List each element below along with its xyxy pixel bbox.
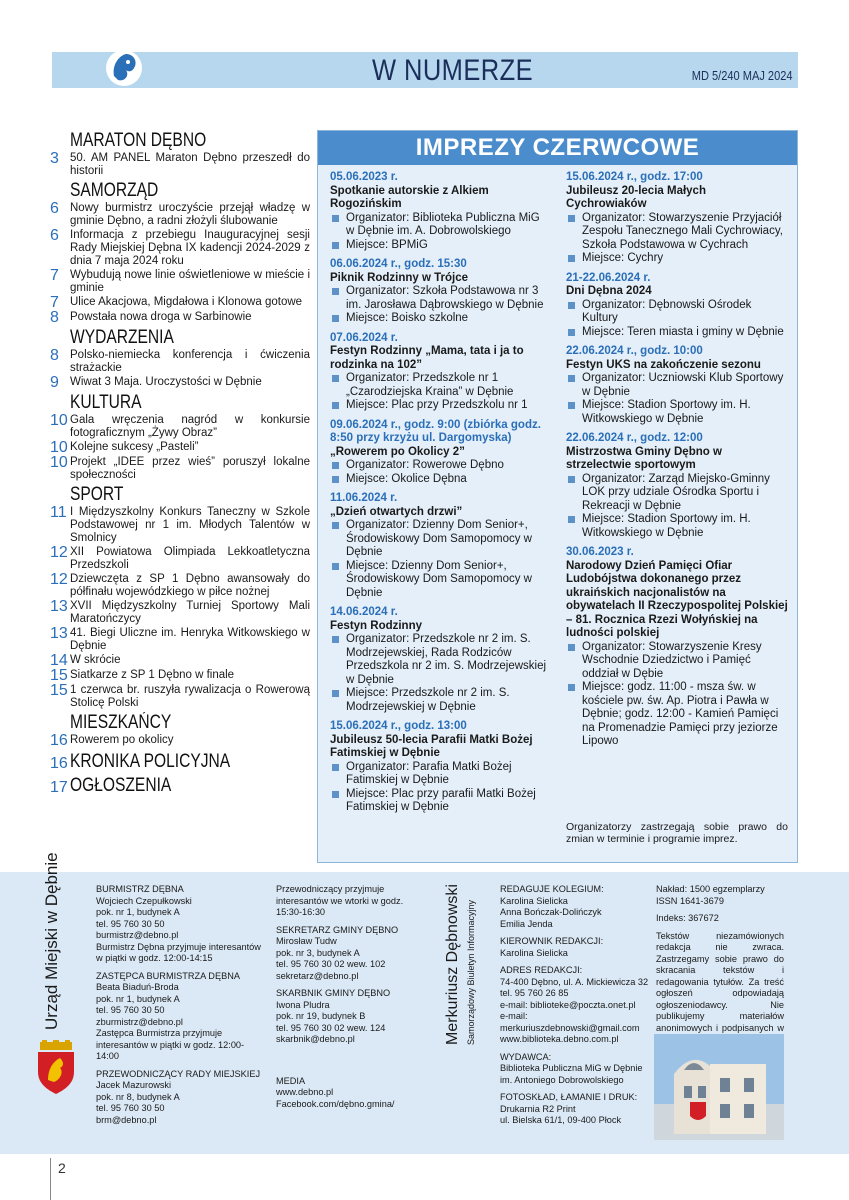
footer-line: tel. 95 760 30 50 [96,918,165,929]
event-detail: Organizator: Parafia Matki Bożej Fatimskiej w Dębnie [330,761,550,788]
toc-entry-title: Projekt „IDEE przez wieś” poruszył lokalne społeczności [70,456,310,481]
toc-entry [50,414,310,440]
event-date: 11.06.2024 r. [330,492,398,504]
toc-section-heading: MARATON DĘBNO [70,130,207,151]
event-name: Mistrzostwa Gminy Dębno w strzelectwie sportowym [566,445,722,471]
event-item [330,720,550,815]
toc-entry-title: 50. AM PANEL Maraton Dębno przeszedł do historii [70,152,310,177]
footer-heading: SEKRETARZ GMINY DĘBNO [276,924,399,935]
event-item [330,171,550,252]
toc-entry [50,546,310,572]
building-photo [654,1034,784,1140]
event-item [566,171,788,266]
toc-entry [50,600,310,626]
event-detail: Organizator: Uczniowski Klub Sportowy w Dębnie [566,372,788,399]
event-detail: Miejsce: Plac przy parafii Matki Bożej Fatimskiej w Dębnie [330,788,550,815]
event-detail: Miejsce: godz. 11:00 - msza św. w kościele pw. św. Ap. Piotra i Pawła w Dębnie; godz. 12:00 - Kamień Pamięci na Promenadzie Pamięci przy jeziorze Lipowo [566,681,788,749]
event-item [330,332,550,413]
footer-line: Wojciech Czepułkowski [96,895,192,906]
event-detail: Miejsce: Plac przy Przedszkolu nr 1 [330,399,550,413]
event-date: 21-22.06.2024 r. [566,271,651,284]
toc-section-heading: KRONIKA POLICYJNA [70,751,231,772]
merkuriusz-logo-icon [104,46,144,90]
toc-section-row [50,773,310,797]
toc-entry-title: Nowy burmistrz uroczyście przejął władzę w gminie Dębno, a radni złożyli ślubowanie [70,202,310,227]
event-name: Dni Dębna 2024 [566,285,652,297]
event-name: Spotkanie autorskie z Alkiem Rogozińskim [330,184,489,210]
event-date: 06.06.2024 r., godz. 15:30 [330,258,467,270]
toc-section-heading: MIESZKAŃCY [70,712,172,733]
event-date: 22.06.2024 r., godz. 12:00 [566,432,703,444]
footer-line: pok. nr 19, budynek B [276,1011,366,1021]
toc-entry [50,296,310,310]
event-detail: Organizator: Dzienny Dom Senior+, Środowiskowy Dom Samopomocy w Dębnie [330,519,550,560]
event-date: 07.06.2024 r. [330,331,398,344]
issue-number: MD 5/240 MAJ 2024 [692,68,793,83]
footer-line: Przewodniczący przyjmuje interesantów we wtorki w godz. 15:30-16:30 [276,884,404,917]
footer-line: www.debno.pl [276,1087,334,1097]
toc-entry-title: 1 czerwca br. ruszyła rywalizacja o Rowerową Stolicę Polski [70,684,310,709]
toc-page-number: 17 [50,779,68,796]
toc-entry-title: XVII Międzyszkolny Turniej Sportowy Mali Maratończycy [70,600,310,625]
footer-line: Karolina Sielicka [500,947,568,958]
toc-entry [50,202,310,228]
footer-line: tel. 95 760 30 50 [96,1103,165,1113]
toc-entry-title: Rowerem po okolicy [70,734,174,746]
event-detail: Organizator: Przedszkole nr 1 „Czarodziejska Kraina” w Dębnie [330,372,550,399]
event-date: 15.06.2024 r., godz. 17:00 [566,171,703,183]
toc-section-heading: KULTURA [70,392,142,413]
footer-heading: MEDIA [276,1075,306,1086]
toc-entry-title: Informacja z przebiegu Inauguracyjnej sesji Rady Miejskiej Dębna IX kadencji 2024-2029 z dnia 7 maja 2024 roku [70,229,310,267]
events-panel [317,130,798,863]
footer-vertical-subtitle: Samorządowy Biuletyn Informacyjny [466,899,476,1045]
toc-entry [50,311,310,325]
toc-entry [50,654,310,668]
toc-page-number: 12 [50,571,68,588]
footer-vertical-title: Merkuriusz Dębnowski [444,884,461,1045]
event-detail: Miejsce: Stadion Sportowy im. H. Witkowskiego w Dębnie [566,513,788,540]
footer-line: Burmistrz Dębna przyjmuje interesantów w piątki w godz. 12:00-14:15 [96,941,261,963]
event-detail: Miejsce: Cychry [566,252,788,266]
footer-vertical-office: Urząd Miejski w Dębnie [42,852,61,1030]
footer-line: zburmistrz@debno.pl [96,1016,183,1027]
toc-entry [50,627,310,653]
event-detail: Miejsce: Boisko szkolne [330,312,550,326]
footer-heading: BURMISTRZ DĘBNA [96,884,184,894]
toc-entry-title: W skrócie [70,654,121,666]
toc-entry-title: Siatkarze z SP 1 Dębno w finale [70,669,235,681]
events-column-left [330,171,550,821]
toc-entry [50,152,310,178]
footer-line: pok. nr 8, budynek A [96,1091,180,1102]
event-item [330,606,550,714]
page-number: 2 [58,1160,66,1176]
event-item [566,546,788,749]
toc-page-number: 10 [50,412,68,429]
toc-section-row [50,749,310,773]
event-name: Piknik Rodzinny w Trójce [330,271,469,284]
event-name: Narodowy Dzień Pamięci Ofiar Ludobójstwa dokonanego przez ukraińskich nacjonalistów na obywatelach II Rzeczypospolitej Polskiej – 81. Rocznica Rzezi Wołyńskiej na ludności polskiej [566,559,788,639]
footer-line: Karolina Sielicka [500,895,568,906]
event-detail: Organizator: Szkoła Podstawowa nr 3 im. Jarosława Dąbrowskiego w Dębnie [330,285,550,312]
toc-entry [50,269,310,295]
footer-line: tel. 95 760 26 85 [500,988,569,998]
toc-page-number: 13 [50,598,68,615]
event-detail: Organizator: Biblioteka Publiczna MiG w Dębnie im. A. Dobrowolskiego [330,212,550,239]
event-name: Festyn Rodzinny [330,619,423,632]
footer-line: ul. Bielska 61/1, 09-400 Płock [500,1115,622,1125]
toc-page-number: 7 [50,267,59,284]
footer-line: Anna Bończak-Dolińczyk [500,907,602,917]
footer-column-officials [96,884,266,1126]
toc-page-number: 11 [50,504,67,521]
toc-page-number: 10 [50,439,68,456]
toc-page-number: 13 [50,625,68,642]
footer-line: tel. 95 760 30 02 wew. 124 [276,1022,386,1033]
toc-entry-title: Gala wręczenia nagród w konkursie fotograficznym „Żywy Obraz” [70,414,310,439]
toc-entry-title: Polsko-niemiecka konferencja i ćwiczenia strażackie [70,349,310,374]
footer-line: Iwona Pludra [276,999,330,1010]
event-name: Jubileusz 20-lecia Małych Cychrowiaków [566,184,706,210]
footer-heading: SKARBNIK GMINY DĘBNO [276,988,391,998]
footer-line: www.biblioteka.debno.com.pl [500,1034,619,1044]
events-note: Organizatorzy zastrzegają sobie prawo do zmian w terminie i programie imprez. [566,821,788,845]
footer-heading: FOTOSKŁAD, ŁAMANIE I DRUK: [500,1092,638,1102]
footer-line: Tekstów niezamówionych redakcja nie zwraca. Zastrzegamy sobie prawo do skracania tekstów i redagowania tytułów. Za treść ogłoszeń odpowiadają ogłoszeniodawcy. Nie publikujemy materiałów anonimowych i podpisanych w [656,930,784,1033]
toc-section-heading: SAMORZĄD [70,180,159,201]
event-item [330,419,550,487]
footer-line: Drukarnia R2 Print [500,1103,576,1114]
toc-entry-title: Wybudują nowe linie oświetleniowe w mieście i gminie [70,269,310,294]
footer-line: sekretarz@debno.pl [276,970,359,981]
events-column-right [566,171,788,755]
event-detail: Organizator: Dębnowski Ośrodek Kultury [566,299,788,326]
footer-heading: ADRES REDAKCJI: [500,965,583,975]
event-name: Jubileusz 50-lecia Parafii Matki Bożej Fatimskiej w Dębnie [330,733,533,759]
event-detail: Miejsce: Przedszkole nr 2 im. S. Modrzejewskiej w Dębnie [330,687,550,714]
toc-entry [50,229,310,268]
toc-entry-title: I Międzyszkolny Konkurs Taneczny w Szkole Podstawowej nr 1 im. Młodych Talentów w Smolnicy [70,506,310,544]
footer-line: e-mail: merkuriuszdebnowski@gmail.com [500,1011,640,1033]
toc-entry [50,684,310,710]
footer-column-print-info [656,884,784,1057]
event-date: 09.06.2024 r., godz. 9:00 (zbiórka godz. 8:50 przy krzyżu ul. Dargomyska) [330,418,541,444]
event-detail: Miejsce: Dzienny Dom Senior+, Środowiskowy Dom Samopomocy w Dębnie [330,560,550,601]
toc-page-number: 10 [50,454,68,471]
event-detail: Organizator: Stowarzyszenie Kresy Wschodnie Dziedzictwo i Pamięć oddział w Dębie [566,641,788,682]
toc-section-heading: WYDARZENIA [70,327,174,348]
footer-heading: ZASTĘPCA BURMISTRZA DĘBNA [96,970,240,981]
footer-line: tel. 95 760 30 02 wew. 102 [276,959,386,969]
event-item [566,432,788,540]
page-title: W NUMERZE [372,54,534,87]
event-name: Festyn UKS na zakończenie sezonu [566,358,761,371]
toc-page-number: 15 [50,682,68,699]
event-date: 22.06.2024 r., godz. 10:00 [566,345,703,357]
footer-line: pok. nr 1, budynek A [96,907,180,917]
toc-entry-title: Wiwat 3 Maja. Uroczystości w Dębnie [70,376,262,388]
toc-page-number: 9 [50,374,59,391]
footer-heading: KIEROWNIK REDAKCJI: [500,936,604,946]
event-date: 30.06.2023 r. [566,546,634,558]
footer-heading: PRZEWODNICZĄCY RADY MIEJSKIEJ [96,1068,261,1079]
event-detail: Miejsce: Stadion Sportowy im. H. Witkowskiego w Dębnie [566,399,788,426]
footer-line: im. Antoniego Dobrowolskiego [500,1074,624,1085]
footer-line: pok. nr 1, budynek A [96,993,180,1004]
footer-line: brm@debno.pl [96,1114,157,1125]
event-item [566,345,788,426]
footer-line: Mirosław Tudw [276,936,337,946]
footer-line: Indeks: 367672 [656,913,719,923]
event-item [330,492,550,600]
toc-entry-title: Dziewczęta z SP 1 Dębno awansowały do półfinału wojewódzkiego w piłce nożnej [70,573,310,598]
event-item [566,272,788,340]
event-name: „Dzień otwartych drzwi” [330,505,463,518]
footer-line: tel. 95 760 30 50 [96,1005,165,1015]
event-name: „Rowerem po Okolicy 2” [330,445,465,458]
event-detail: Organizator: Przedszkole nr 2 im. S. Modrzejewskiej, Rada Rodziców Przedszkola nr 2 im. S. Modrzejewskiej w Dębnie [330,633,550,687]
toc-entry [50,441,310,455]
footer-heading: WYDAWCA: [500,1051,552,1062]
footer-line: Zastępca Burmistrza przyjmuje interesantów w piątki w godz. 12:00-14:00 [96,1028,245,1061]
event-detail: Organizator: Rowerowe Dębno [330,459,550,473]
footer-line: pok. nr 3, budynek A [276,947,360,958]
footer-line: Biblioteka Publiczna MiG w Dębnie [500,1063,643,1073]
toc-entry [50,349,310,375]
toc-section-heading: OGŁOSZENIA [70,775,172,796]
event-detail: Organizator: Stowarzyszenie Przyjaciół Zespołu Tanecznego Mali Cychrowiacy, Szkoła Podstawowa w Cychrach [566,212,788,253]
footer-line: skarbnik@debno.pl [276,1034,355,1044]
toc-page-number: 14 [50,652,68,669]
toc-section-heading: SPORT [70,484,124,505]
event-detail: Miejsce: Okolice Dębna [330,473,550,487]
toc-page-number: 8 [50,347,59,364]
toc-page-number: 8 [50,309,59,326]
event-detail: Miejsce: BPMiG [330,239,550,253]
footer-heading: ISSN 1641-3679 [656,895,724,906]
footer-heading: REDAGUJE KOLEGIUM: [500,884,604,894]
toc-page-number: 6 [50,227,59,244]
footer-line: e-mail: biblioteke@poczta.onet.pl [500,999,636,1010]
toc-entry [50,734,310,748]
toc-entry [50,376,310,390]
toc-entry-title: Powstała nowa droga w Sarbinowie [70,311,252,323]
footer-line: Emilia Jenda [500,918,553,929]
footer-line: Beata Biaduń-Broda [96,982,179,992]
footer-line: burmistrz@debno.pl [96,930,179,940]
footer-column-offices [276,884,426,1110]
events-title: IMPREZY CZERWCOWE [318,131,797,165]
toc-entry [50,456,310,482]
event-date: 05.06.2023 r. [330,171,398,183]
footer-line: Jacek Mazurowski [96,1080,172,1090]
coat-of-arms-icon [34,1040,78,1094]
event-item [330,258,550,326]
toc-entry-title: Kolejne sukcesy „Pasteli” [70,441,199,453]
toc-entry [50,669,310,683]
toc-page-number: 15 [50,667,68,684]
toc-entry-title: XII Powiatowa Olimpiada Lekkoatletyczna Przedszkoli [70,546,310,571]
footer-line: 74-400 Dębno, ul. A. Mickiewicza 32 [500,976,649,987]
toc-page-number: 12 [50,544,68,561]
table-of-contents [50,128,310,797]
event-name: Festyn Rodzinny „Mama, tata i ja to rodzinka na 102” [330,345,524,371]
footer-line: Nakład: 1500 egzemplarzy [656,884,765,894]
event-detail: Organizator: Zarząd Miejsko-Gminny LOK przy udziale Ośrodka Sportu i Rekreacji w Dębnie [566,473,788,514]
toc-page-number: 6 [50,200,59,217]
toc-entry-title: Ulice Akacjowa, Migdałowa i Klonowa gotowe [70,296,303,308]
event-date: 14.06.2024 r. [330,606,398,618]
toc-entry [50,573,310,599]
toc-entry [50,506,310,545]
toc-page-number: 16 [50,755,68,772]
toc-entry-title: 41. Biegi Uliczne im. Henryka Witkowskiego w Dębnie [70,627,310,652]
toc-page-number: 16 [50,732,68,749]
toc-page-number: 7 [50,294,59,311]
footer-line: Facebook.com/dębno.gmina/ [276,1098,395,1109]
event-detail: Miejsce: Teren miasta i gminy w Dębnie [566,326,788,340]
event-date: 15.06.2024 r., godz. 13:00 [330,720,467,732]
footer-column-editorial [500,884,650,1127]
page-divider [50,1158,51,1200]
toc-page-number: 3 [50,150,59,167]
